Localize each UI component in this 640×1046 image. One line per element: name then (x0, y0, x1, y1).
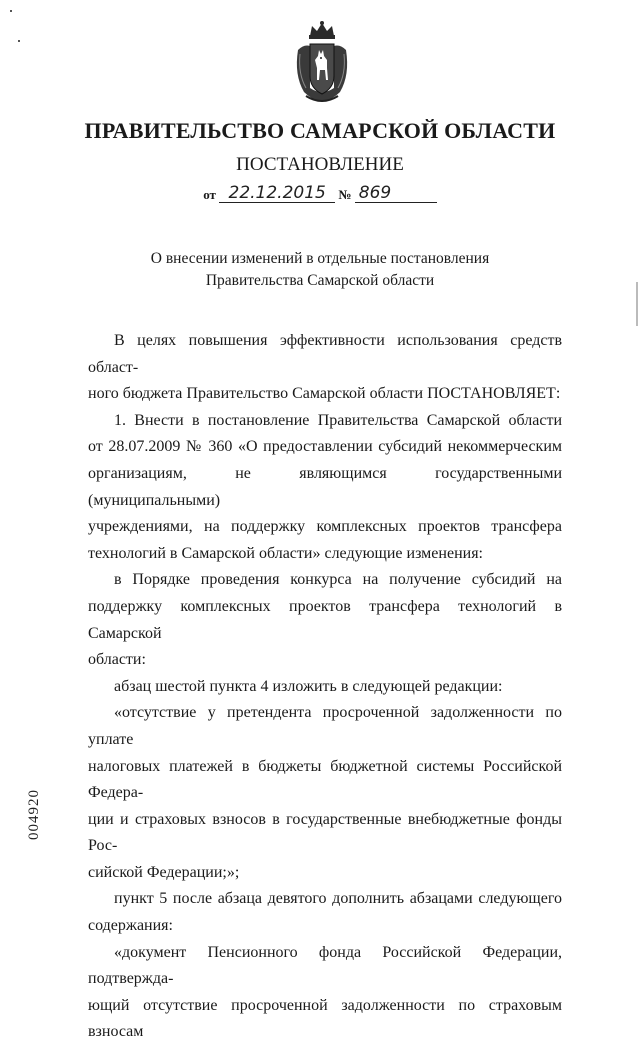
decree-body (88, 328, 562, 1046)
subject-line: О внесении изменений в отдельные постановления (150, 250, 490, 267)
document-type: ПОСТАНОВЛЕНИЕ (236, 154, 404, 175)
body-line: технологий в Самарской области» следующие изменения: (88, 544, 483, 562)
decree-subject (0, 248, 640, 292)
decree-date-number-line (0, 184, 640, 208)
body-line: абзац шестой пункта 4 изложить в следующей редакции: (114, 677, 503, 695)
body-line: в Порядке проведения конкурса на получение субсидий на (114, 571, 562, 589)
body-line: В целях повышения эффективности использования средств област- (88, 332, 562, 376)
date-prefix: от (203, 187, 216, 202)
body-line: ного бюджета Правительство Самарской области ПОСТАНОВЛЯЕТ: (88, 385, 561, 403)
body-line: налоговых платежей в бюджеты бюджетной системы Российской Федера- (88, 757, 562, 802)
government-title: ПРАВИТЕЛЬСТВО САМАРСКОЙ ОБЛАСТИ (84, 118, 556, 143)
body-line: пункт 5 после абзаца девятого дополнить абзацами следующего (114, 890, 562, 908)
body-line: сийской Федерации;»; (88, 863, 240, 881)
margin-serial-stamp: 004920 (26, 789, 42, 840)
samara-coat-of-arms-icon (290, 20, 354, 106)
body-line: «отсутствие у претендента просроченной задолженности по уплате (88, 704, 562, 748)
body-line: содержания: (88, 917, 173, 935)
number-prefix: № (338, 187, 352, 202)
body-line: ющий отсутствие просроченной задолженности по страховым взносам (88, 996, 562, 1041)
subject-line: Правительства Самарской области (205, 272, 435, 289)
handwritten-number: 869 (355, 184, 437, 203)
body-line: от 28.07.2009 № 360 «О предоставлении субсидий некоммерческим (88, 438, 562, 456)
body-line: учреждениями, на поддержку комплексных проектов трансфера (88, 518, 562, 536)
body-line: «документ Пенсионного фонда Российской Федерации, подтвержда- (88, 943, 562, 988)
body-line: области: (88, 651, 146, 669)
body-line: ции и страховых взносов в государственные внебюджетные фонды Рос- (88, 810, 562, 855)
handwritten-date: 22.12.2015 (219, 184, 335, 203)
body-line: организациям, не являющимся государственными (муниципальными) (88, 464, 562, 509)
scan-speck (18, 40, 20, 42)
body-line: поддержку комплексных проектов трансфера технологий в Самарской (88, 597, 562, 642)
body-line: 1. Внести в постановление Правительства Самарской области (114, 411, 562, 429)
scan-speck (10, 10, 12, 12)
